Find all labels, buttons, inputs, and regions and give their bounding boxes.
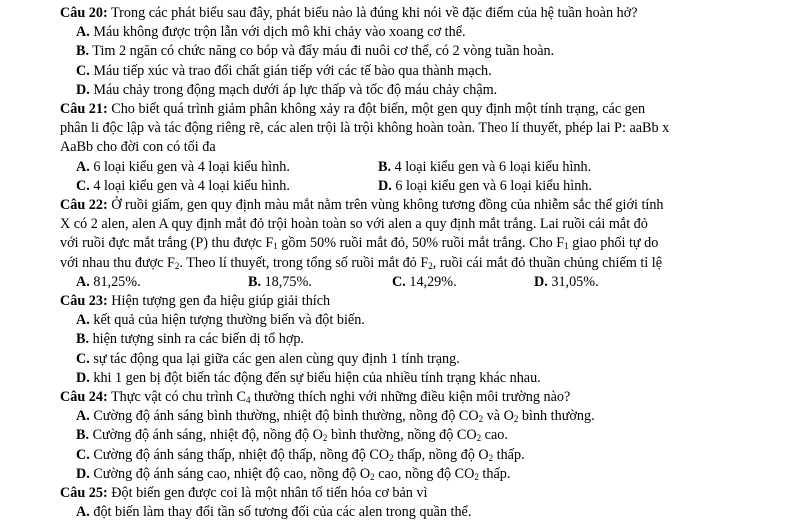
- option-text: thấp, nồng độ O: [393, 446, 489, 463]
- question-23-option-d: [60, 369, 788, 388]
- option-text: 31,05%.: [547, 273, 599, 290]
- question-20-option-a: [60, 23, 788, 42]
- option-text: 4 loại kiểu gen và 6 loại kiểu hình.: [391, 158, 592, 175]
- option-label: C.: [76, 62, 90, 79]
- subscript: 2: [322, 433, 328, 444]
- question-23-option-a: [60, 311, 788, 330]
- subscript: 2: [370, 471, 375, 482]
- question-20-option-d: [60, 81, 788, 100]
- question-24-option-c: [60, 446, 788, 465]
- option-text: cao.: [481, 427, 508, 444]
- option-text: 18,75%.: [261, 273, 312, 290]
- option-label: D.: [534, 273, 548, 290]
- question-number: Câu 22:: [60, 197, 108, 214]
- question-20-stem: [60, 4, 788, 23]
- question-20-option-c: [60, 62, 788, 81]
- question-24-option-b: [60, 426, 788, 445]
- question-23-stem: [60, 292, 788, 311]
- question-22-stem-line-4: [60, 254, 788, 273]
- option-label: A.: [76, 24, 90, 41]
- question-21-options: [60, 158, 788, 196]
- subscript: 2: [389, 452, 394, 463]
- option-text: Cường độ ánh sáng thấp, nhiệt độ thấp, nồng độ CO: [89, 446, 390, 463]
- question-number: Câu 25:: [60, 485, 108, 502]
- question-text: với nhau thu được F: [60, 254, 175, 271]
- option-label: A.: [76, 273, 90, 290]
- option-label: D.: [76, 369, 90, 386]
- question-text: Thực vật có chu trình C: [107, 389, 246, 406]
- option-label: A.: [76, 408, 90, 425]
- question-24-option-d: [60, 465, 788, 484]
- question-21-stem-line-2: [60, 119, 788, 138]
- subscript: 2: [478, 414, 484, 425]
- question-22-stem: [60, 196, 788, 215]
- question-22-stem-line-2: [60, 215, 788, 234]
- option-text: Cường độ ánh sáng bình thường, nhiệt độ bình thường, nồng độ CO: [89, 408, 479, 425]
- option-text: 6 loại kiểu gen và 6 loại kiểu hình.: [391, 177, 592, 194]
- option-label: B.: [248, 273, 262, 290]
- option-label: B.: [76, 331, 90, 348]
- option-label: A.: [76, 312, 90, 329]
- subscript: 2: [513, 414, 519, 425]
- option-label: C.: [76, 177, 90, 194]
- question-22-stem-line-3: [60, 234, 788, 253]
- option-text: khi 1 gen bị đột biến tác động đến sự biểu hiện của nhiều tính trạng khác nhau.: [89, 369, 541, 386]
- option-label: B.: [76, 43, 90, 60]
- subscript: 2: [428, 260, 433, 271]
- option-label: A.: [76, 158, 90, 175]
- option-text: kết quả của hiện tượng thường biến và đột biến.: [89, 312, 365, 329]
- question-text: với ruồi đực mắt trắng (P) thu được F: [60, 235, 274, 252]
- option-text: bình thường, nồng độ CO: [327, 427, 477, 444]
- question-text: Đột biến gen được coi là một nhân tố tiến hóa cơ bản vì: [107, 485, 428, 502]
- question-22-option-c: [392, 273, 534, 292]
- question-22-option-d: [534, 273, 674, 292]
- question-21-option-c: [76, 177, 378, 196]
- question-21-option-d: [378, 177, 678, 196]
- question-20-option-b: [60, 42, 788, 61]
- question-text: . Theo lí thuyết, trong tổng số ruồi mắt đỏ F: [179, 254, 429, 271]
- option-text: thấp.: [493, 446, 525, 463]
- question-number: Câu 24:: [60, 389, 108, 406]
- option-text: 81,25%.: [89, 273, 141, 290]
- question-21-stem: [60, 100, 788, 119]
- question-22-options: [60, 273, 788, 292]
- question-number: Câu 23:: [60, 293, 108, 310]
- option-label: D.: [76, 465, 90, 482]
- option-label: B.: [76, 427, 90, 444]
- question-text: X có 2 alen, alen A quy định mắt đỏ trội hoàn toàn so với alen a quy định mắt trắng. Lai ruồi cái mắt đỏ: [60, 216, 648, 233]
- option-text: Máu chảy trong động mạch dưới áp lực thấp và tốc độ máu chảy chậm.: [89, 81, 498, 98]
- question-number: Câu 21:: [60, 101, 108, 118]
- question-21-option-b: [378, 158, 678, 177]
- option-label: B.: [378, 158, 392, 175]
- option-text: Máu không được trộn lẫn với dịch mô khi chảy vào xoang cơ thể.: [89, 24, 466, 41]
- option-text: 4 loại kiểu gen và 4 loại kiểu hình.: [89, 177, 290, 194]
- option-text: bình thường.: [518, 408, 595, 425]
- question-text: giao phối tự do: [568, 235, 659, 252]
- option-text: đột biến làm thay đổi tần số tương đối của các alen trong quần thể.: [89, 504, 472, 521]
- option-text: Tim 2 ngăn có chức năng co bóp và đẩy máu đi nuôi cơ thể, có 2 vòng tuần hoàn.: [89, 43, 555, 60]
- question-text: , ruồi cái mắt đỏ thuần chủng chiếm tỉ lệ: [432, 254, 663, 271]
- option-text: hiện tượng sinh ra các biến dị tổ hợp.: [89, 331, 304, 348]
- option-text: thấp.: [478, 465, 511, 482]
- question-text: Cho biết quá trình giảm phân không xảy ra đột biến, một gen quy định một tính trạng, các gen: [107, 101, 646, 118]
- question-21-stem-line-3: [60, 138, 788, 157]
- question-text: thường thích nghi với những điều kiện môi trường nào?: [250, 389, 571, 406]
- option-label: C.: [392, 273, 406, 290]
- question-24-stem: [60, 388, 788, 407]
- question-24-option-a: [60, 407, 788, 426]
- question-text: AaBb cho đời con có tối đa: [60, 139, 216, 156]
- question-text: Ở ruồi giấm, gen quy định màu mắt nằm trên vùng không tương đồng của nhiễm sắc thể giới tính: [107, 197, 664, 214]
- subscript: 2: [474, 471, 479, 482]
- question-number: Câu 20:: [60, 5, 108, 21]
- question-text: phân li độc lập và tác động riêng rẽ, các alen trội là trội không hoàn toàn. Theo lí thuyết, phép lai P: aaBb x: [60, 120, 670, 137]
- option-label: D.: [378, 177, 392, 194]
- question-22-option-b: [248, 273, 392, 292]
- option-text: Cường độ ánh sáng, nhiệt độ, nồng độ O: [89, 427, 323, 444]
- option-text: và O: [483, 408, 514, 425]
- question-text: Hiện tượng gen đa hiệu giúp giải thích: [107, 293, 331, 310]
- subscript: 2: [488, 452, 494, 463]
- subscript: 4: [245, 395, 251, 406]
- question-25-stem: [60, 484, 788, 503]
- option-label: D.: [76, 81, 90, 98]
- question-22-option-a: [76, 273, 248, 292]
- subscript: 1: [273, 241, 278, 252]
- question-23-option-b: [60, 330, 788, 349]
- question-text: Trong các phát biểu sau đây, phát biểu nào là đúng khi nói về đặc điểm của hệ tuần hoàn hở?: [107, 5, 638, 21]
- option-text: cao, nồng độ CO: [374, 465, 475, 482]
- option-label: C.: [76, 446, 90, 463]
- option-text: Máu tiếp xúc và trao đổi chất gián tiếp với các tế bào qua thành mạch.: [89, 62, 492, 79]
- subscript: 2: [476, 433, 482, 444]
- question-text: gồm 50% ruồi mắt đỏ, 50% ruồi mắt trắng. Cho F: [277, 235, 565, 252]
- subscript: 1: [564, 241, 569, 252]
- option-text: Cường độ ánh sáng cao, nhiệt độ cao, nồng độ O: [89, 465, 371, 482]
- option-label: C.: [76, 350, 90, 367]
- subscript: 2: [174, 260, 180, 271]
- option-text: 6 loại kiểu gen và 4 loại kiểu hình.: [89, 158, 290, 175]
- question-21-option-a: [76, 158, 378, 177]
- option-text: 14,29%.: [405, 273, 457, 290]
- option-text: sự tác động qua lại giữa các gen alen cùng quy định 1 tính trạng.: [89, 350, 460, 367]
- question-23-option-c: [60, 350, 788, 369]
- option-label: A.: [76, 504, 90, 521]
- question-25-option-a: [60, 503, 788, 522]
